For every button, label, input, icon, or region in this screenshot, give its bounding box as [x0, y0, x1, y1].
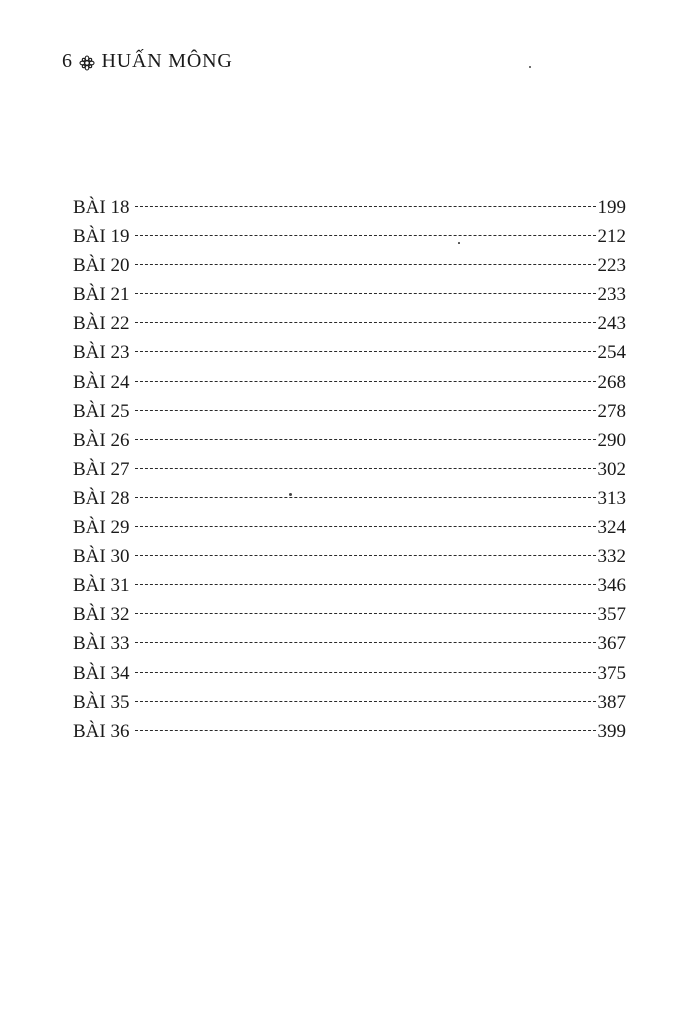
- toc-entry-label: BÀI 35: [73, 691, 130, 713]
- toc-entry-page-number: 290: [597, 429, 626, 451]
- toc-entry: [73, 401, 626, 430]
- toc-dot-leader: [135, 555, 595, 556]
- toc-entry-label: BÀI 34: [73, 662, 130, 684]
- toc-entry-page-number: 375: [597, 662, 626, 684]
- toc-dot-leader: [135, 613, 595, 614]
- toc-entry-label: BÀI 29: [73, 517, 130, 539]
- toc-entry: [73, 430, 626, 459]
- toc-dot-leader: [135, 672, 595, 673]
- toc-entry: [73, 692, 626, 721]
- toc-entry-label: BÀI 21: [73, 284, 130, 306]
- toc-dot-leader: [135, 293, 595, 294]
- toc-entry: [73, 575, 626, 604]
- toc-entry: [73, 633, 626, 662]
- print-speck: [458, 242, 460, 244]
- toc-entry: [73, 604, 626, 633]
- toc-entry-page-number: 399: [597, 720, 626, 742]
- toc-entry-page-number: 357: [597, 604, 626, 626]
- toc-entry-label: BÀI 22: [73, 313, 130, 335]
- toc-entry-label: BÀI 18: [73, 197, 130, 218]
- toc-entry-page-number: 212: [597, 226, 626, 248]
- toc-entry-label: BÀI 19: [73, 226, 130, 248]
- toc-entry: [73, 721, 626, 750]
- toc-dot-leader: [135, 497, 595, 498]
- toc-entry-page-number: 254: [597, 342, 626, 364]
- toc-dot-leader: [135, 381, 595, 382]
- page-number: 6: [62, 50, 73, 72]
- toc-entry-label: BÀI 30: [73, 546, 130, 568]
- page-header: [62, 50, 233, 73]
- toc-entry-label: BÀI 28: [73, 487, 130, 509]
- toc-entry-label: BÀI 25: [73, 400, 130, 422]
- toc-dot-leader: [135, 322, 595, 323]
- toc-entry-label: BÀI 24: [73, 371, 130, 393]
- toc-entry-label: BÀI 33: [73, 633, 130, 655]
- toc-dot-leader: [135, 264, 595, 265]
- toc-entry-page-number: 324: [597, 517, 626, 539]
- toc-entry-label: BÀI 31: [73, 575, 130, 597]
- toc-entry-label: BÀI 23: [73, 342, 130, 364]
- toc-entry-page-number: 199: [597, 197, 626, 218]
- toc-entry-page-number: 278: [597, 400, 626, 422]
- toc-dot-leader: [135, 468, 595, 469]
- toc-entry: [73, 546, 626, 575]
- toc-entry: [73, 488, 626, 517]
- toc-entry-page-number: 387: [597, 691, 626, 713]
- table-of-contents: [73, 197, 626, 750]
- print-speck: [289, 493, 292, 496]
- book-title: HUẤN MÔNG: [101, 50, 233, 72]
- toc-dot-leader: [135, 584, 595, 585]
- print-speck: [529, 66, 531, 68]
- toc-entry-label: BÀI 36: [73, 720, 130, 742]
- toc-dot-leader: [135, 701, 595, 702]
- toc-entry: [73, 226, 626, 255]
- toc-entry-label: BÀI 20: [73, 255, 130, 277]
- toc-entry-label: BÀI 26: [73, 429, 130, 451]
- toc-dot-leader: [135, 439, 595, 440]
- toc-dot-leader: [135, 730, 595, 731]
- toc-entry-label: BÀI 32: [73, 604, 130, 626]
- toc-entry: [73, 663, 626, 692]
- toc-entry-page-number: 243: [597, 313, 626, 335]
- toc-dot-leader: [135, 235, 595, 236]
- toc-entry-page-number: 313: [597, 487, 626, 509]
- toc-entry-label: BÀI 27: [73, 458, 130, 480]
- flower-ornament-icon: [79, 54, 95, 70]
- toc-dot-leader: [135, 351, 595, 352]
- toc-entry: [73, 284, 626, 313]
- toc-dot-leader: [135, 526, 595, 527]
- toc-entry-page-number: 268: [597, 371, 626, 393]
- toc-dot-leader: [135, 410, 595, 411]
- toc-entry: [73, 197, 626, 226]
- toc-entry: [73, 517, 626, 546]
- toc-entry: [73, 255, 626, 284]
- toc-entry-page-number: 223: [597, 255, 626, 277]
- toc-dot-leader: [135, 206, 595, 207]
- toc-entry-page-number: 367: [597, 633, 626, 655]
- toc-entry: [73, 313, 626, 342]
- toc-entry-page-number: 346: [597, 575, 626, 597]
- toc-entry: [73, 459, 626, 488]
- toc-entry: [73, 372, 626, 401]
- toc-entry: [73, 342, 626, 371]
- toc-entry-page-number: 233: [597, 284, 626, 306]
- toc-dot-leader: [135, 642, 595, 643]
- toc-entry-page-number: 302: [597, 458, 626, 480]
- toc-entry-page-number: 332: [597, 546, 626, 568]
